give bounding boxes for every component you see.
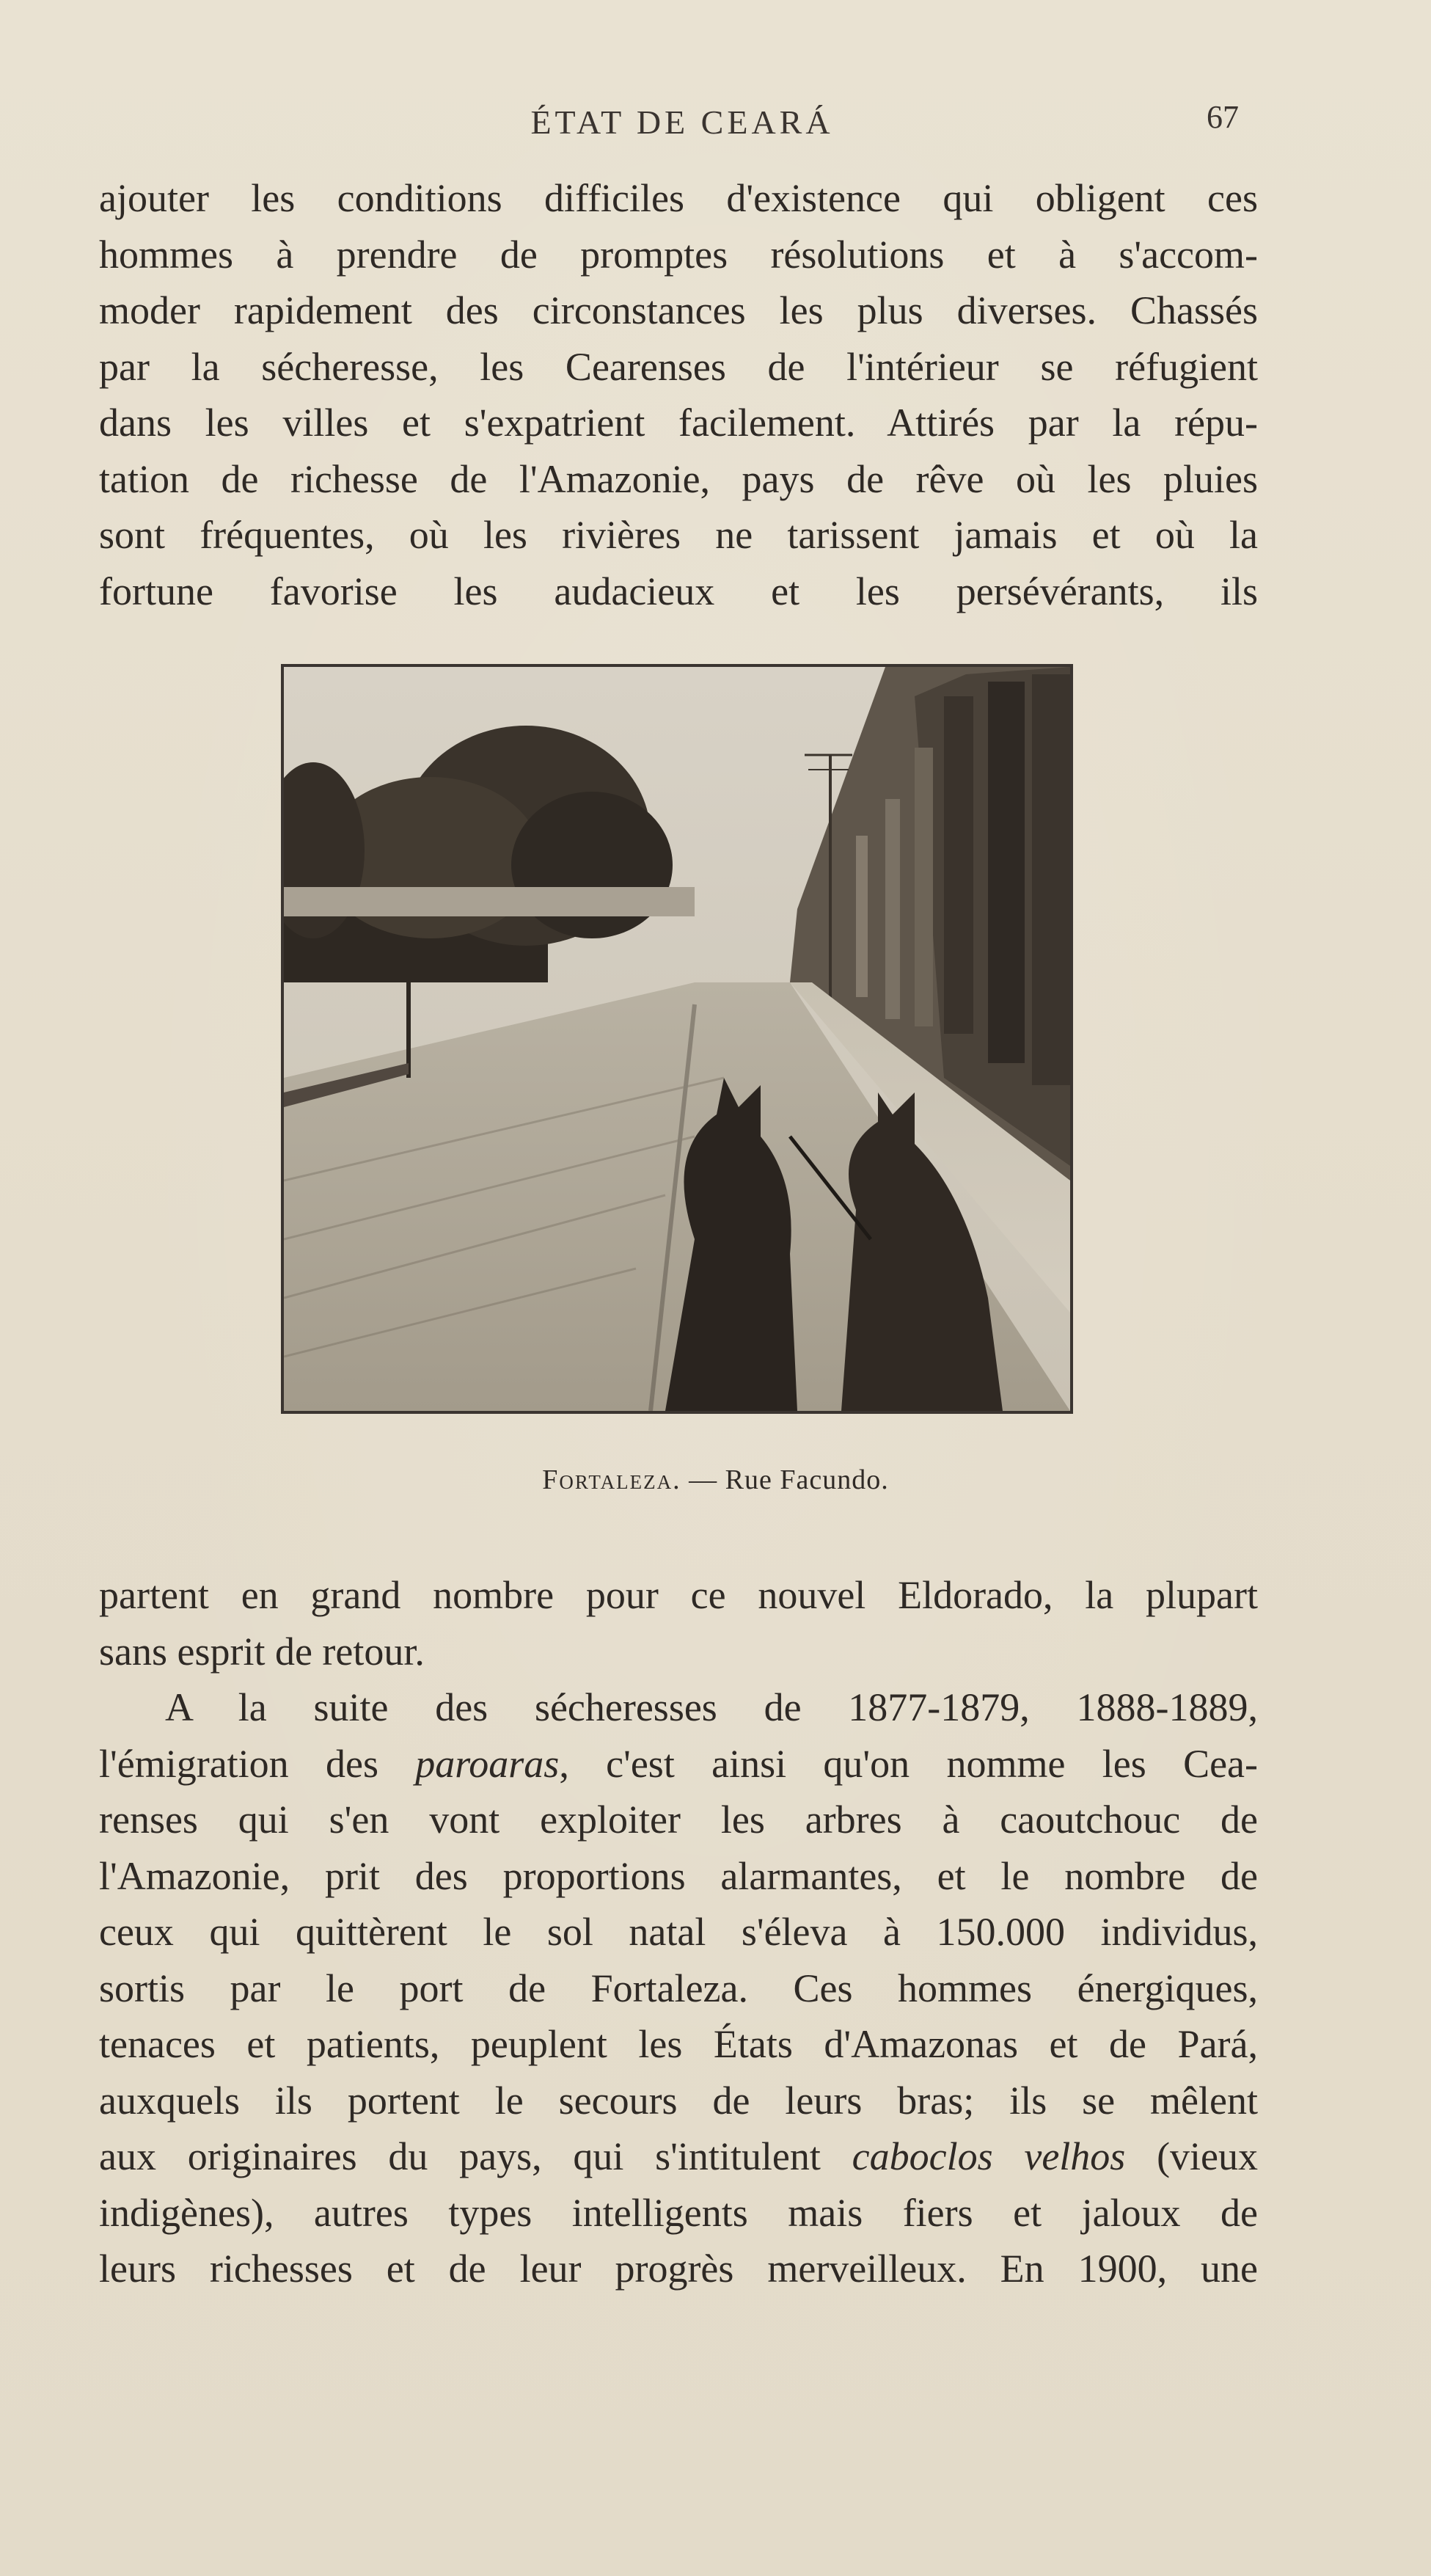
text-line (99, 2128, 1258, 2185)
italic-term: caboclos velhos (852, 2134, 1126, 2178)
text-line: moder rapidement des circonstances les plus diverses. Chassés (99, 288, 1258, 332)
text-line: tation de richesse de l'Amazonie, pays de rêve où les pluies (99, 456, 1258, 501)
text-line: fortune favorise les audacieux et les persévérants, ils (99, 569, 1258, 613)
text-line: hommes à prendre de promptes résolutions et à s'accom- (99, 232, 1258, 277)
text-line: indigènes), autres types intelligents mais fiers et jaloux de (99, 2190, 1258, 2235)
caption-text: Rue Facundo. (725, 1464, 889, 1495)
caption-dash: — (689, 1464, 718, 1495)
page-number: 67 (1207, 99, 1239, 135)
text-fragment: , c'est ainsi qu'on nomme les Cea- (559, 1741, 1258, 1786)
street-scene-photo (284, 667, 1070, 1411)
text-line: partent en grand nombre pour ce nouvel Eldorado, la plupart (99, 1573, 1258, 1617)
text-line: sont fréquentes, où les rivières ne tarissent jamais et où la (99, 513, 1258, 557)
text-line: sortis par le port de Fortaleza. Ces hommes énergiques, (99, 1966, 1258, 2010)
text-line: auxquels ils portent le secours de leurs bras; ils se mêlent (99, 2078, 1258, 2123)
text-line: leurs richesses et de leur progrès merveilleux. En 1900, une (99, 2247, 1258, 2291)
text-line (99, 1736, 1258, 1792)
text-line: A la suite des sécheresses de 1877-1879, 1888-1889, (165, 1685, 1258, 1729)
text-line: dans les villes et s'expatrient facilement. Attirés par la répu- (99, 401, 1258, 445)
text-fragment: l'émigration des (99, 1741, 416, 1786)
text-fragment: aux originaires du pays, qui s'intitulent (99, 2134, 852, 2178)
text-line: tenaces et patients, peuplent les États d'Amazonas et de Pará, (99, 2022, 1258, 2066)
paragraph-top (99, 170, 1258, 619)
text-fragment: (vieux (1125, 2134, 1259, 2178)
figure-caption (0, 1464, 1431, 1496)
running-title: ÉTAT DE CEARÁ (530, 103, 834, 141)
text-line: par la sécheresse, les Cearenses de l'intérieur se réfugient (99, 344, 1258, 389)
running-head (0, 99, 1431, 147)
italic-term: paroaras (415, 1741, 560, 1786)
text-line: sans esprit de retour. (99, 1629, 425, 1674)
paragraph-bottom (99, 1567, 1258, 2297)
text-line: renses qui s'en vont exploiter les arbres à caoutchouc de (99, 1798, 1258, 1842)
text-line: l'Amazonie, prit des proportions alarmantes, et le nombre de (99, 1853, 1258, 1898)
caption-place: Fortaleza. (542, 1464, 681, 1495)
text-line: ajouter les conditions difficiles d'existence qui obligent ces (99, 176, 1258, 220)
photo-figure (281, 664, 1073, 1414)
text-line: ceux qui quittèrent le sol natal s'éleva à 150.000 individus, (99, 1910, 1258, 1954)
